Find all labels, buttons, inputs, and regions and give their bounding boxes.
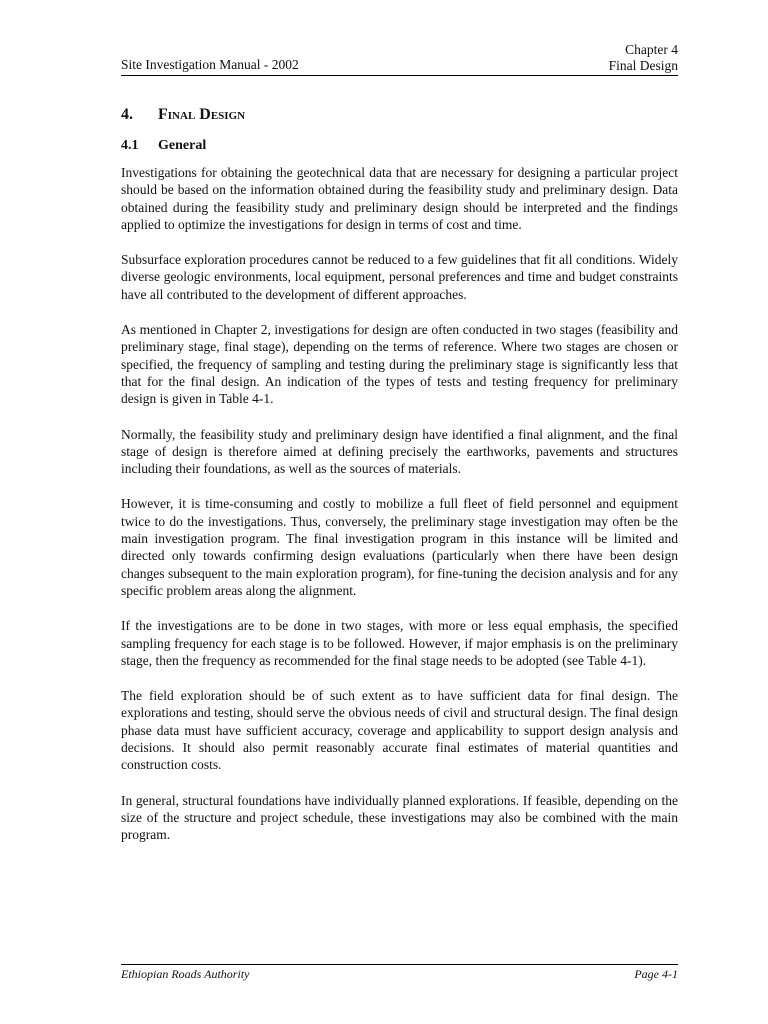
section-heading xyxy=(121,138,678,154)
page-footer xyxy=(121,964,678,982)
header-chapter-number: Chapter 4 xyxy=(625,42,678,57)
paragraph: The field exploration should be of such extent as to have sufficient data for final design. The explorations and testing, should serve the obvious needs of civil and structural design. The final design phase data must have sufficient accuracy, coverage and applicability to support design analysis and decisions. It should also permit reasonably accurate final estimates of material quantities and construction costs. xyxy=(121,688,678,773)
page-content xyxy=(121,106,678,862)
footer-organization: Ethiopian Roads Authority xyxy=(121,967,250,981)
section-title: General xyxy=(158,138,207,153)
chapter-title: Final Design xyxy=(158,106,246,123)
paragraph: As mentioned in Chapter 2, investigations for design are often conducted in two stages (feasibility and preliminary stage, final stage), depending on the terms of reference. Where two stages are chosen or specified, the frequency of sampling and testing during the preliminary stage is significantly less that that for the final design. An indication of the types of tests and testing frequency for preliminary design is given in Table 4-1. xyxy=(121,322,678,407)
page-header xyxy=(121,42,678,76)
paragraph: Investigations for obtaining the geotechnical data that are necessary for designing a particular project should be based on the information obtained during the feasibility study and preliminary design. Data obtained during the feasibility study and preliminary design should be interpreted and the findings applied to optimize the investigations for design in terms of cost and time. xyxy=(121,165,678,232)
header-chapter-info xyxy=(609,42,678,74)
chapter-number: 4. xyxy=(121,106,133,123)
section-number: 4.1 xyxy=(121,138,139,153)
footer-page-number: Page 4-1 xyxy=(634,967,678,981)
paragraph: Subsurface exploration procedures cannot be reduced to a few guidelines that fit all conditions. Widely diverse geologic environments, local equipment, personal preferences and time and budget constraints have all contributed to the development of different approaches. xyxy=(121,252,678,302)
header-manual-title: Site Investigation Manual - 2002 xyxy=(121,57,299,72)
header-chapter-title: Final Design xyxy=(608,58,678,73)
paragraph: However, it is time-consuming and costly to mobilize a full fleet of field personnel and equipment twice to do the investigations. Thus, conversely, the preliminary stage investigation may often be the main investigation program. The final investigation program in this instance will be limited and directed only towards confirming design evaluations (particularly when there have been design changes subsequent to the main exploration program), for fine-tuning the decision analysis and for any specific problem areas along the alignment. xyxy=(121,496,678,598)
paragraph: Normally, the feasibility study and preliminary design have identified a final alignment, and the final stage of design is therefore aimed at defining precisely the earthworks, pavements and structures including their foundations, as well as the sources of materials. xyxy=(121,426,678,477)
chapter-heading xyxy=(121,106,678,124)
paragraph: If the investigations are to be done in two stages, with more or less equal emphasis, the specified sampling frequency for each stage is to be followed. However, if major emphasis is on the preliminary stage, then the frequency as recommended for the final stage needs to be adopted (see Table 4-1). xyxy=(121,618,678,668)
paragraph: In general, structural foundations have individually planned explorations. If feasible, depending on the size of the structure and project schedule, these investigations may also be combined with the main program. xyxy=(121,792,678,843)
